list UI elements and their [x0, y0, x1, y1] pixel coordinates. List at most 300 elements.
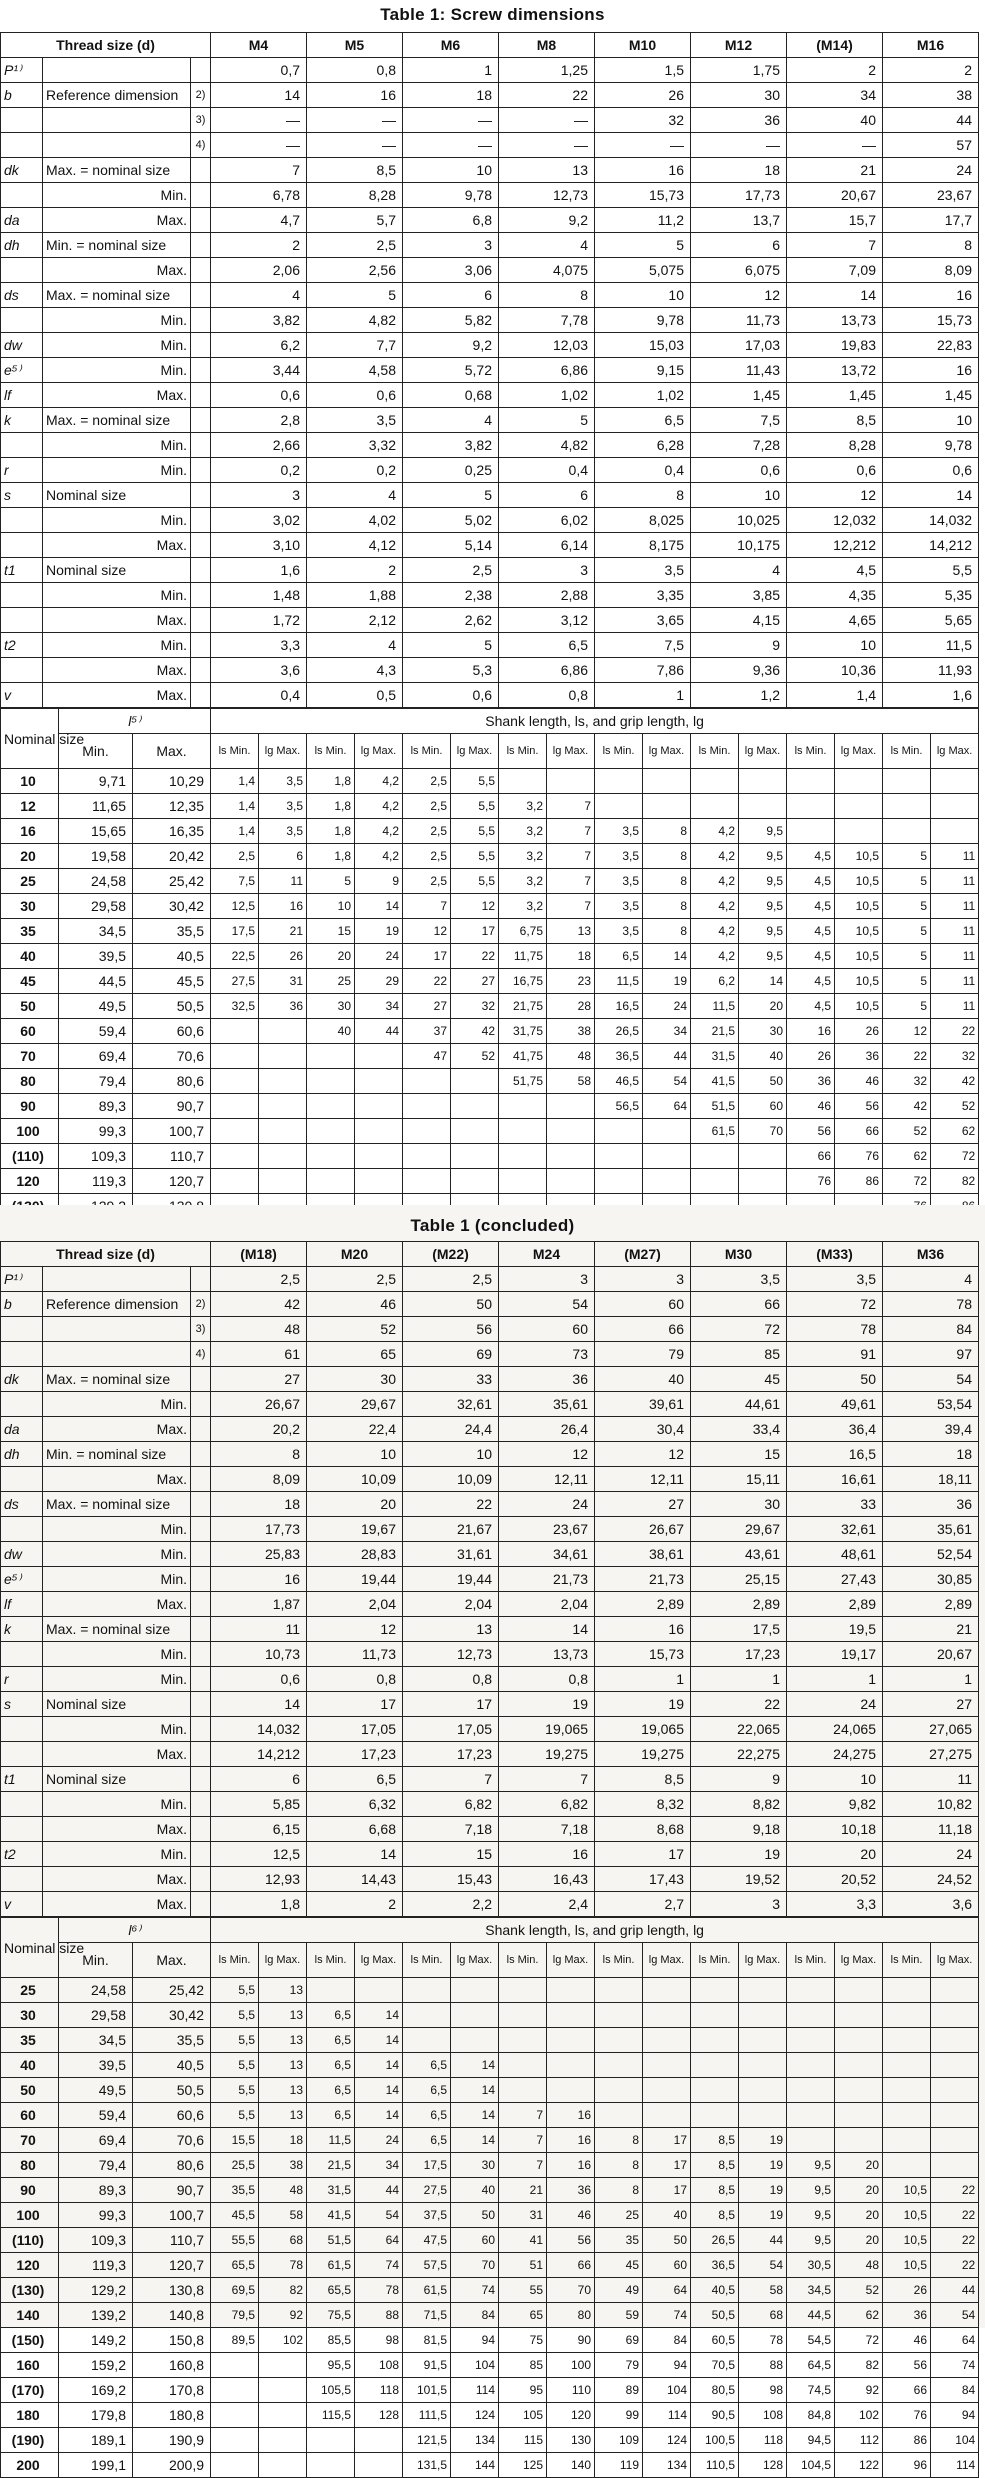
- footnote-ref: [191, 533, 211, 558]
- value-cell: 10: [595, 283, 691, 308]
- shank-length-cell: 100,5: [691, 2428, 739, 2453]
- value-cell: —: [211, 133, 307, 158]
- value-cell: 66: [595, 1317, 691, 1342]
- shank-length-cell: 61,5: [403, 2278, 451, 2303]
- dimension-symbol: [1, 583, 43, 608]
- grip-length-cell: [547, 1978, 595, 2003]
- grip-length-cell: 19: [739, 2153, 787, 2178]
- footnote-ref: [191, 633, 211, 658]
- length-min: 199,1: [59, 2453, 133, 2478]
- shank-length-cell: [787, 2028, 835, 2053]
- shank-length-cell: [595, 2028, 643, 2053]
- value-cell: 14,212: [211, 1742, 307, 1767]
- value-cell: 1: [883, 1667, 979, 1692]
- grip-length-cell: 19: [355, 919, 403, 944]
- value-cell: 6,15: [211, 1817, 307, 1842]
- shank-length-cell: [883, 2078, 931, 2103]
- grip-length-cell: 44: [355, 1019, 403, 1044]
- nominal-length: 70: [1, 2128, 59, 2153]
- value-cell: 5,35: [883, 583, 979, 608]
- value-cell: 4,075: [499, 258, 595, 283]
- footnote-ref: [191, 208, 211, 233]
- table-row: [1, 583, 979, 608]
- shank-length-cell: 54,5: [787, 2328, 835, 2353]
- value-cell: 12,5: [211, 1842, 307, 1867]
- thread-size-5: M30: [691, 1242, 787, 1267]
- grip-length-cell: 54: [931, 2303, 979, 2328]
- value-cell: 3,5: [787, 1267, 883, 1292]
- footnote-ref: [191, 158, 211, 183]
- nominal-length: 20: [1, 844, 59, 869]
- footnote-ref: [191, 1567, 211, 1592]
- footnote-ref: [191, 583, 211, 608]
- shank-length-cell: 1,4: [211, 769, 259, 794]
- nominal-length: 100: [1, 2203, 59, 2228]
- length-min: 39,5: [59, 2053, 133, 2078]
- shank-length-cell: 51,5: [691, 1094, 739, 1119]
- shank-length-cell: 5: [307, 869, 355, 894]
- shank-length-cell: 5: [883, 994, 931, 1019]
- shank-length-cell: 1,8: [307, 769, 355, 794]
- dimension-symbol: v: [1, 1892, 43, 1917]
- dimension-symbol: k: [1, 408, 43, 433]
- shank-length-cell: [211, 1169, 259, 1194]
- length-max: 10,29: [133, 769, 211, 794]
- dimension-symbol: P¹⁾: [1, 58, 43, 83]
- shank-length-cell: 52: [883, 1119, 931, 1144]
- dimension-symbol: dh: [1, 233, 43, 258]
- grip-length-cell: [643, 2028, 691, 2053]
- shank-length-cell: 36,5: [691, 2253, 739, 2278]
- value-cell: 5,65: [883, 608, 979, 633]
- shank-length-cell: 5: [883, 919, 931, 944]
- grip-length-max-head: lg Max.: [931, 1943, 979, 1978]
- value-cell: 40: [787, 108, 883, 133]
- thread-size-7: M36: [883, 1242, 979, 1267]
- grip-length-cell: [355, 1119, 403, 1144]
- shank-grip-header: Shank length, ls, and grip length, lg: [211, 1918, 979, 1943]
- table-title: Table 1: Screw dimensions: [380, 5, 605, 24]
- shank-length-cell: 84,8: [787, 2403, 835, 2428]
- footnote-ref: [191, 483, 211, 508]
- value-cell: 78: [883, 1292, 979, 1317]
- grip-length-cell: 32: [451, 994, 499, 1019]
- value-cell: 21: [883, 1617, 979, 1642]
- value-cell: 7,5: [595, 633, 691, 658]
- value-cell: 3,06: [403, 258, 499, 283]
- shank-length-cell: 3,2: [499, 844, 547, 869]
- value-cell: 11,73: [307, 1642, 403, 1667]
- length-max: 35,5: [133, 2028, 211, 2053]
- value-cell: 2,06: [211, 258, 307, 283]
- value-cell: 14,43: [307, 1867, 403, 1892]
- grip-length-cell: 20: [739, 994, 787, 1019]
- value-cell: 6: [403, 283, 499, 308]
- footnote-ref: [191, 408, 211, 433]
- value-cell: —: [499, 108, 595, 133]
- grip-length-cell: [931, 2153, 979, 2178]
- value-cell: 6: [211, 1767, 307, 1792]
- shank-length-cell: 89: [595, 2378, 643, 2403]
- length-min: 24,58: [59, 869, 133, 894]
- value-cell: 16: [595, 1617, 691, 1642]
- value-cell: 50: [403, 1292, 499, 1317]
- shank-length-cell: 5: [883, 969, 931, 994]
- value-cell: 3,44: [211, 358, 307, 383]
- grip-length-cell: 12: [451, 894, 499, 919]
- shank-length-cell: 6,5: [403, 2078, 451, 2103]
- value-cell: 1,45: [691, 383, 787, 408]
- shank-length-cell: 17,5: [211, 919, 259, 944]
- value-cell: 14: [499, 1617, 595, 1642]
- value-cell: 91: [787, 1342, 883, 1367]
- grip-length-cell: 16: [259, 894, 307, 919]
- shank-length-cell: 46: [883, 2328, 931, 2353]
- value-cell: 6,02: [499, 508, 595, 533]
- value-cell: 5: [307, 283, 403, 308]
- value-cell: 5,72: [403, 358, 499, 383]
- shank-length-cell: 46: [787, 1094, 835, 1119]
- value-cell: 21: [787, 158, 883, 183]
- footnote-ref: [191, 1892, 211, 1917]
- shank-length-cell: 22,5: [211, 944, 259, 969]
- grip-length-cell: [259, 1144, 307, 1169]
- grip-length-cell: [451, 1144, 499, 1169]
- shank-length-cell: 41,5: [691, 1069, 739, 1094]
- value-cell: 16: [883, 358, 979, 383]
- value-cell: 54: [499, 1292, 595, 1317]
- shank-length-cell: 26: [883, 2278, 931, 2303]
- grip-length-cell: 20: [835, 2228, 883, 2253]
- grip-length-cell: 40: [451, 2178, 499, 2203]
- shank-length-cell: 6,5: [307, 2078, 355, 2103]
- value-cell: 18: [691, 158, 787, 183]
- value-cell: 19,275: [499, 1742, 595, 1767]
- grip-length-cell: 72: [931, 1144, 979, 1169]
- grip-length-cell: [931, 2128, 979, 2153]
- grip-length-cell: 58: [739, 2278, 787, 2303]
- shank-length-cell: 6,75: [499, 919, 547, 944]
- shank-length-cell: 89,5: [211, 2328, 259, 2353]
- shank-length-cell: 41,5: [307, 2203, 355, 2228]
- footnote-ref: [191, 1267, 211, 1292]
- footnote-ref: 4): [191, 1342, 211, 1367]
- table-row: [1, 1978, 979, 2003]
- shank-length-cell: [787, 2128, 835, 2153]
- value-cell: 2: [307, 558, 403, 583]
- value-cell: 7,78: [499, 308, 595, 333]
- shank-length-cell: 9,5: [787, 2178, 835, 2203]
- value-cell: 10,73: [211, 1642, 307, 1667]
- grip-length-cell: 14: [451, 2053, 499, 2078]
- grip-length-cell: [547, 2053, 595, 2078]
- thread-size-3: M24: [499, 1242, 595, 1267]
- shank-length-cell: [499, 1119, 547, 1144]
- grip-length-cell: 8: [643, 919, 691, 944]
- grip-length-cell: 22: [931, 1019, 979, 1044]
- min-label: Min.: [59, 734, 133, 769]
- grip-length-cell: 58: [547, 1069, 595, 1094]
- dimension-description: Max.: [43, 1592, 191, 1617]
- table-row: [1, 1094, 979, 1119]
- shank-length-cell: [499, 1094, 547, 1119]
- value-cell: 14: [883, 483, 979, 508]
- table-row: [1, 1592, 979, 1617]
- shank-length-cell: 119: [595, 2453, 643, 2478]
- value-cell: 0,68: [403, 383, 499, 408]
- table-row: [1, 408, 979, 433]
- grip-length-cell: [355, 2453, 403, 2478]
- shank-length-cell: [499, 769, 547, 794]
- dimension-description: Max.: [43, 1892, 191, 1917]
- table-row: [1, 1144, 979, 1169]
- grip-length-cell: 78: [259, 2253, 307, 2278]
- nominal-length: 30: [1, 894, 59, 919]
- table-row: [1, 1842, 979, 1867]
- grip-length-cell: 26: [259, 944, 307, 969]
- shank-length-cell: 17: [403, 944, 451, 969]
- shank-length-cell: 101,5: [403, 2378, 451, 2403]
- value-cell: 13,7: [691, 208, 787, 233]
- shank-length-cell: 12: [403, 919, 451, 944]
- shank-length-cell: [691, 2003, 739, 2028]
- value-cell: 24,52: [883, 1867, 979, 1892]
- value-cell: 27: [883, 1692, 979, 1717]
- grip-length-cell: [835, 769, 883, 794]
- dimension-symbol: da: [1, 1417, 43, 1442]
- grip-length-cell: [547, 1169, 595, 1194]
- value-cell: 2,04: [403, 1592, 499, 1617]
- length-max: 110,7: [133, 1144, 211, 1169]
- nominal-length: 40: [1, 944, 59, 969]
- grip-length-cell: 36: [259, 994, 307, 1019]
- shank-length-cell: [691, 2053, 739, 2078]
- value-cell: 16: [307, 83, 403, 108]
- grip-length-cell: 80: [547, 2303, 595, 2328]
- shank-length-cell: 16,5: [595, 994, 643, 1019]
- nominal-length: 12: [1, 794, 59, 819]
- shank-length-min-head: ls Min.: [691, 734, 739, 769]
- value-cell: 0,8: [307, 1667, 403, 1692]
- table-row: [1, 1292, 979, 1317]
- dimension-description: Max. = nominal size: [43, 158, 191, 183]
- grip-length-cell: 5,5: [451, 819, 499, 844]
- table-row: [1, 2178, 979, 2203]
- table-row: [1, 2003, 979, 2028]
- value-cell: 13,73: [499, 1642, 595, 1667]
- shank-length-cell: [403, 1069, 451, 1094]
- shank-length-cell: 7: [499, 2103, 547, 2128]
- nominal-length: 160: [1, 2353, 59, 2378]
- value-cell: 24,065: [787, 1717, 883, 1742]
- shank-length-cell: 115: [499, 2428, 547, 2453]
- value-cell: 24: [883, 158, 979, 183]
- dimension-symbol: [1, 1792, 43, 1817]
- grip-length-cell: [451, 1069, 499, 1094]
- shank-length-cell: [595, 1978, 643, 2003]
- value-cell: 3,3: [787, 1892, 883, 1917]
- value-cell: 6,78: [211, 183, 307, 208]
- thread-size-4: M10: [595, 33, 691, 58]
- table-title: Table 1 (concluded): [410, 1216, 575, 1235]
- value-cell: 23,67: [499, 1517, 595, 1542]
- grip-length-cell: [547, 2028, 595, 2053]
- shank-length-min-head: ls Min.: [211, 734, 259, 769]
- value-cell: 0,4: [499, 458, 595, 483]
- value-cell: 24,275: [787, 1742, 883, 1767]
- grip-length-cell: [259, 1069, 307, 1094]
- footnote-ref: [191, 1742, 211, 1767]
- value-cell: 5,85: [211, 1792, 307, 1817]
- shank-length-cell: 22: [403, 969, 451, 994]
- footnote-ref: [191, 1867, 211, 1892]
- grip-length-cell: 14: [739, 969, 787, 994]
- nominal-length: 50: [1, 994, 59, 1019]
- value-cell: 6,14: [499, 533, 595, 558]
- grip-length-cell: 74: [931, 2353, 979, 2378]
- shank-length-cell: [499, 1978, 547, 2003]
- value-cell: 20,2: [211, 1417, 307, 1442]
- dimension-symbol: [1, 658, 43, 683]
- value-cell: 48,61: [787, 1542, 883, 1567]
- length-max: 120,7: [133, 1169, 211, 1194]
- table-row: [1, 158, 979, 183]
- grip-length-cell: [739, 1978, 787, 2003]
- value-cell: 6,075: [691, 258, 787, 283]
- grip-length-cell: [259, 2428, 307, 2453]
- value-cell: 4,58: [307, 358, 403, 383]
- grip-length-cell: 3,5: [259, 819, 307, 844]
- table-row: [1, 433, 979, 458]
- grip-length-cell: 8: [643, 819, 691, 844]
- value-cell: 9,15: [595, 358, 691, 383]
- length-min: 59,4: [59, 1019, 133, 1044]
- value-cell: 2,56: [307, 258, 403, 283]
- shank-length-cell: [691, 1144, 739, 1169]
- grip-length-cell: 30: [451, 2153, 499, 2178]
- shank-length-cell: 3,2: [499, 869, 547, 894]
- shank-length-min-head: ls Min.: [787, 734, 835, 769]
- length-max: 100,7: [133, 1119, 211, 1144]
- shank-length-cell: 5,5: [211, 2053, 259, 2078]
- shank-length-cell: 2,5: [211, 844, 259, 869]
- shank-length-cell: [691, 2078, 739, 2103]
- grip-length-cell: 10,5: [835, 844, 883, 869]
- shank-length-min-head: ls Min.: [307, 734, 355, 769]
- dimension-symbol: r: [1, 458, 43, 483]
- value-cell: 2: [211, 233, 307, 258]
- shank-length-cell: 3,2: [499, 894, 547, 919]
- value-cell: 32,61: [403, 1392, 499, 1417]
- shank-length-cell: [595, 794, 643, 819]
- dimension-symbol: k: [1, 1617, 43, 1642]
- nominal-length: 50: [1, 2078, 59, 2103]
- dimension-symbol: r: [1, 1667, 43, 1692]
- shank-length-cell: [499, 2053, 547, 2078]
- dimension-symbol: da: [1, 208, 43, 233]
- value-cell: 8,175: [595, 533, 691, 558]
- shank-length-cell: 51: [499, 2253, 547, 2278]
- footnote-ref: [191, 1417, 211, 1442]
- grip-length-cell: [931, 2103, 979, 2128]
- shank-length-cell: 90,5: [691, 2403, 739, 2428]
- value-cell: 2,88: [499, 583, 595, 608]
- nominal-size-label: Nominal size: [1, 1918, 59, 1978]
- table-row: [1, 1417, 979, 1442]
- length-max: 70,6: [133, 2128, 211, 2153]
- shank-length-cell: 80,5: [691, 2378, 739, 2403]
- grip-length-cell: [355, 1169, 403, 1194]
- shank-length-cell: [307, 1978, 355, 2003]
- dimension-symbol: [1, 1392, 43, 1417]
- value-cell: 22,275: [691, 1742, 787, 1767]
- footnote-ref: 4): [191, 133, 211, 158]
- shank-length-cell: 8,5: [691, 2153, 739, 2178]
- value-cell: 19,065: [499, 1717, 595, 1742]
- shank-length-cell: 2,5: [403, 844, 451, 869]
- dimension-symbol: dk: [1, 1367, 43, 1392]
- dimension-symbol: [1, 1642, 43, 1667]
- grip-length-cell: 7: [547, 819, 595, 844]
- shank-length-cell: [211, 2453, 259, 2478]
- value-cell: 3: [595, 1267, 691, 1292]
- grip-length-cell: [643, 2053, 691, 2078]
- grip-length-cell: 108: [355, 2353, 403, 2378]
- value-cell: 60: [499, 1317, 595, 1342]
- length-min: 79,4: [59, 2153, 133, 2178]
- value-cell: 20,52: [787, 1867, 883, 1892]
- shank-length-cell: 12,5: [211, 894, 259, 919]
- grip-length-cell: 36: [835, 1044, 883, 1069]
- grip-length-cell: [931, 2028, 979, 2053]
- value-cell: 7,18: [499, 1817, 595, 1842]
- table-row: [1, 2278, 979, 2303]
- table-row: [1, 1317, 979, 1342]
- footnote-ref: 3): [191, 108, 211, 133]
- grip-length-cell: 24: [643, 994, 691, 1019]
- value-cell: 69: [403, 1342, 499, 1367]
- value-cell: 0,4: [595, 458, 691, 483]
- table-row: [1, 383, 979, 408]
- value-cell: 3,5: [307, 408, 403, 433]
- value-cell: 3,02: [211, 508, 307, 533]
- value-cell: 24: [499, 1492, 595, 1517]
- dimension-symbol: s: [1, 483, 43, 508]
- shank-length-cell: 3,5: [595, 869, 643, 894]
- shank-length-cell: 26,5: [595, 1019, 643, 1044]
- grip-length-cell: 78: [739, 2328, 787, 2353]
- grip-length-max-head: lg Max.: [355, 1943, 403, 1978]
- value-cell: 6,82: [403, 1792, 499, 1817]
- shank-length-cell: 109: [595, 2428, 643, 2453]
- table-row: [1, 2053, 979, 2078]
- shank-length-cell: [787, 794, 835, 819]
- shank-length-cell: 96: [883, 2453, 931, 2478]
- shank-length-cell: [691, 1169, 739, 1194]
- grip-length-cell: 88: [739, 2353, 787, 2378]
- value-cell: 19,67: [307, 1517, 403, 1542]
- grip-length-cell: [451, 1119, 499, 1144]
- grip-length-cell: 74: [643, 2303, 691, 2328]
- shank-length-cell: 45,5: [211, 2203, 259, 2228]
- grip-length-cell: 9,5: [739, 819, 787, 844]
- shank-length-cell: 5,5: [211, 2103, 259, 2128]
- value-cell: 72: [787, 1292, 883, 1317]
- shank-length-cell: 41: [499, 2228, 547, 2253]
- nominal-length: (190): [1, 2428, 59, 2453]
- value-cell: 17,73: [691, 183, 787, 208]
- grip-length-cell: 7: [547, 894, 595, 919]
